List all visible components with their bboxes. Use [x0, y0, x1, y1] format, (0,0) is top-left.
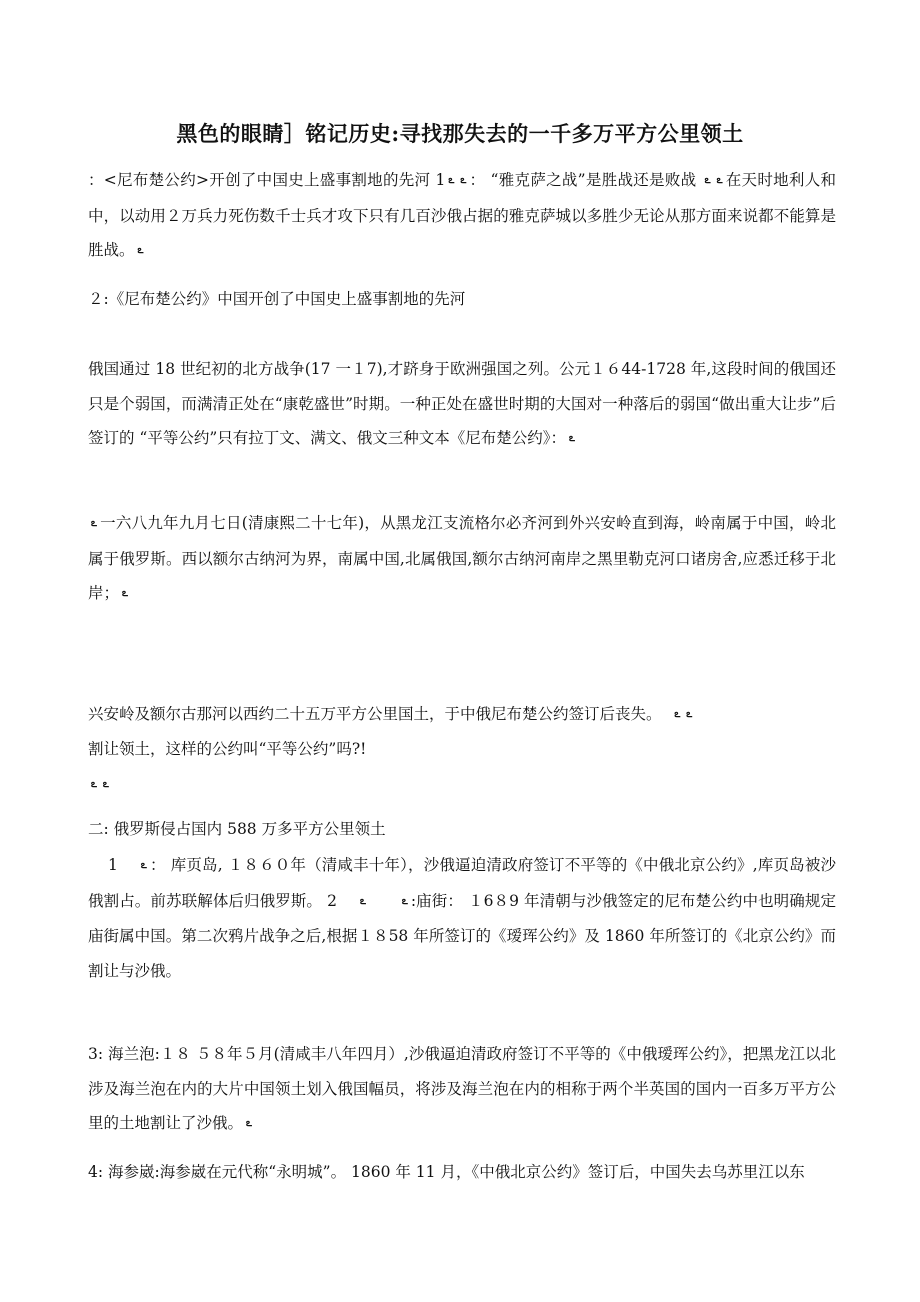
bullet-mark-icon: ఽ	[716, 175, 723, 186]
bullet-mark-icon: ఽ	[569, 433, 575, 444]
mark-line	[88, 767, 112, 803]
paragraph-text: 在天时地利人和中，以动用２万兵力死伤数千士兵才攻下只有几百沙俄占据的雅克萨城以多胜少无论从那方面来说都不能算是胜战。	[88, 171, 836, 259]
paragraph-text: 俄国通过 18 世纪初的北方战争(17 一１7),才跻身于欧洲强国之列。公元１６44-1728 年,这段时间的俄国还只是个弱国，而满清正处在“康乾盛世”时期。一种正处在盛世时期的大国对一种落后的弱国“做出重大让步”后签订的 “平等公约”只有拉丁文、满文、俄文三种文本《尼布楚公约》：	[88, 360, 836, 447]
paragraph-territory-loss	[88, 697, 695, 733]
paragraph-text: ： 库页岛, １８６０年（清咸丰十年），沙俄逼迫清政府签订不平等的《中俄北京公约》,库页岛被沙俄割占。前苏联解体后归俄罗斯。 2	[88, 856, 836, 910]
bullet-mark-icon: ఽ	[401, 895, 408, 907]
bullet-mark-icon: ఽ	[122, 588, 128, 599]
paragraph-text: ：<尼布楚公约>开创了中国史上盛事割地的先河 1	[88, 171, 446, 189]
paragraph-vladivostok: 4: 海参崴:海参崴在元代称“永明城”。 1860 年 11 月，《中俄北京公约》签订后，中国失去乌苏里江以东	[88, 1163, 805, 1181]
paragraph-text: 兴安岭及额尔古那河以西约二十五万平方公里国土，于中俄尼布楚公约签订后丧失。	[88, 705, 662, 723]
paragraph-sakhalin	[88, 848, 836, 988]
bullet-mark-icon: ఽ	[359, 895, 366, 907]
paragraph-intro	[88, 163, 836, 269]
bullet-mark-icon: ఽ	[448, 175, 455, 186]
paragraph-question: 割让领土，这样的公约叫“平等公约”吗?!	[88, 740, 367, 758]
bullet-mark-icon: ఽ	[246, 1118, 252, 1129]
paragraph-text: 一六八九年九月七日(清康熙二十七年)，从黑龙江支流格尔必齐河到外兴安岭直到海，岭南属于中国，岭北属于俄罗斯。西以额尔古纳河为界，南属中国,北属俄国,额尔古纳河南岸之黑里勒克河口诸房舍,应悉迁移于北岸；	[88, 514, 836, 602]
bullet-mark-icon: ఽ	[686, 709, 693, 720]
bullet-mark-icon: ఽ	[674, 709, 681, 720]
bullet-mark-icon: ఽ	[704, 175, 711, 186]
bullet-mark-icon: ఽ	[460, 175, 467, 186]
bullet-mark-icon: ఽ	[102, 779, 109, 790]
paragraph-text: 3: 海兰泡:１８ ５８年５月(清咸丰八年四月）,沙俄逼迫清政府签订不平等的《中俄瑷珲公约》，把黑龙江以北涉及海兰泡在内的大片中国领土划入俄国幅员，将涉及海兰泡在内的相称于两个半英国的国内一百多万平方公里的土地割让了沙俄。	[88, 1045, 836, 1132]
section-heading-russia: 二: 俄罗斯侵占国内 588 万多平方公里领土	[88, 820, 386, 838]
paragraph-text: ： “雅克萨之战”是胜战还是败战	[469, 171, 702, 189]
bullet-mark-icon: ఽ	[91, 779, 97, 790]
document-title: 黑色的眼睛］铭记历史:寻找那失去的一千多万平方公里领土	[176, 121, 744, 146]
bullet-mark-icon: ఽ	[140, 860, 147, 871]
paragraph-russia-history	[88, 352, 836, 457]
section-heading-2: ２:《尼布楚公约》中国开创了中国史上盛事割地的先河	[88, 290, 466, 308]
paragraph-text: 1	[108, 856, 118, 874]
bullet-mark-icon: ఽ	[91, 518, 97, 529]
paragraph-blagoveshchensk	[88, 1037, 836, 1142]
paragraph-treaty-text	[88, 506, 836, 612]
paragraph-text: :庙街： １6８9 年清朝与沙俄签定的尼布楚公约中也明确规定庙街属中国。第二次鸦片战争之后,根据１８58 年所签订的《瑷珲公约》及 1860 年所签订的《北京公约》而割让与沙俄。	[88, 891, 836, 980]
bullet-mark-icon: ఽ	[137, 245, 144, 256]
